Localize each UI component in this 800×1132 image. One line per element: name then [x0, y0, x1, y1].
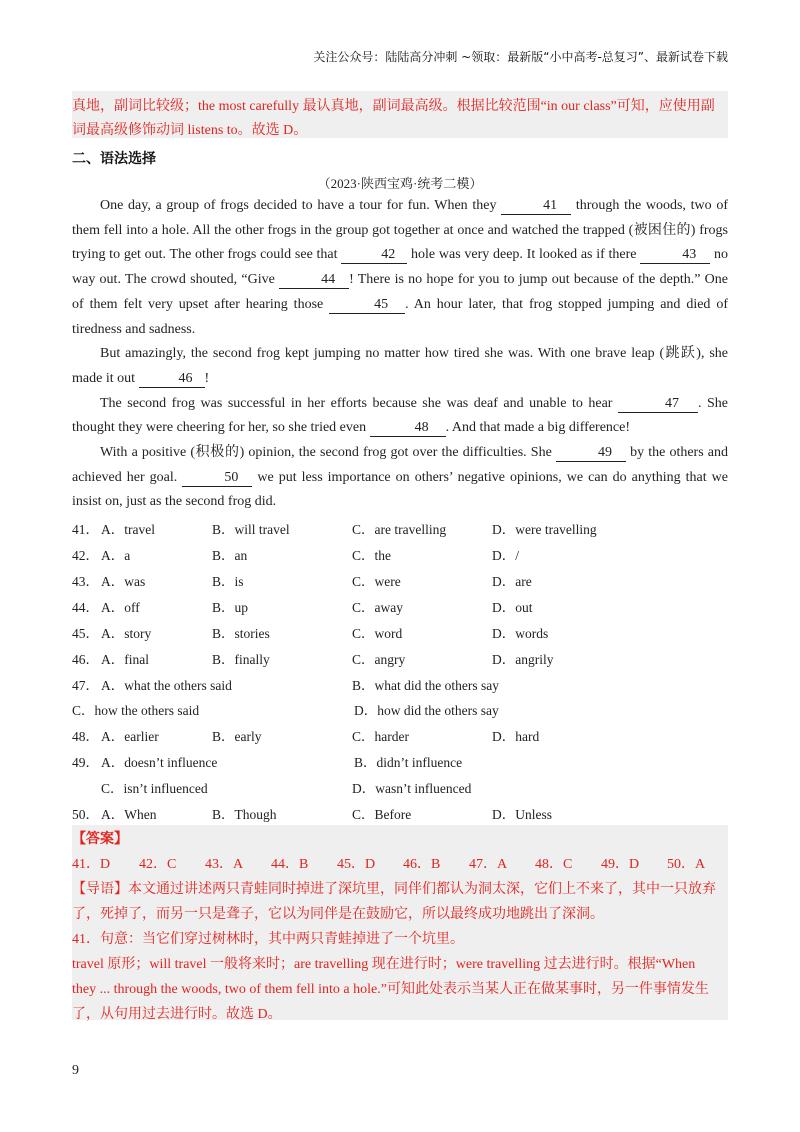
option-b: B．an [212, 548, 248, 563]
passage-paragraph-4: With a positive (积极的) opinion, the second frog got over the difficulties. She 49 by the others and achieved her goal. 50 we put less importance on others’ negative opinions, we can do anything that we insist on, just as the second frog did. [72, 445, 729, 510]
q41-explanation-line: travel 原形；will travel 一般将来时；are travelling 现在进行时；were travelling 过去进行时。根据“When [72, 957, 696, 972]
option-d: D．are [492, 574, 532, 589]
option-b: B．finally [212, 652, 270, 667]
option-a: A．story [101, 626, 152, 641]
option-d: D．angrily [492, 652, 554, 667]
blank-50: 50 [182, 470, 252, 487]
option-a: A．When [101, 807, 157, 822]
question-number: 48． [72, 729, 99, 744]
option-b: B．will travel [212, 522, 290, 537]
previous-explanation [72, 91, 728, 138]
option-c: C．the [352, 548, 391, 563]
option-d: D．out [492, 600, 533, 615]
passage-paragraph-3: The second frog was successful in her efforts because she was deaf and unable to hear 47 . She thought they were cheering for her, so she tried even 48 . And that made a big difference! [72, 395, 729, 436]
answer-item: 48．C [535, 857, 573, 872]
blank-41: 41 [501, 198, 571, 215]
answer-label: 【答案】 [72, 832, 128, 847]
answer-item: 45．D [337, 857, 376, 872]
blank-43: 43 [640, 247, 710, 264]
q41-meaning: 41．句意：当它们穿过树林时，其中两只青蛙掉进了一个坑里。 [72, 932, 464, 947]
blank-45: 45 [329, 297, 405, 314]
question-number: 44． [72, 600, 99, 615]
guide-line: 【导语】本文通过讲述两只青蛙同时掉进了深坑里，同伴们都认为洞太深，它们上不来了，其中一只放弃 [72, 882, 716, 897]
option-a: A．earlier [101, 729, 159, 744]
question-number: 41． [72, 522, 99, 537]
guide-line: 了，死掉了，而另一只是聋子，它以为同伴是在鼓励它，所以最终成功地跳出了深洞。 [72, 907, 604, 922]
option-c: C．how the others said [72, 703, 200, 718]
question-number: 45． [72, 626, 99, 641]
question-number: 46． [72, 652, 99, 667]
option-d: D．were travelling [492, 522, 597, 537]
page-header: 关注公众号：陆陆高分冲刺 ~领取：最新版“小中高考-总复习”、最新试卷下载 [313, 50, 728, 64]
option-a: A．what the others said [101, 678, 232, 693]
option-c: C．angry [352, 652, 406, 667]
option-a: A．final [101, 652, 149, 667]
option-d: D．how did the others say [354, 703, 499, 718]
question-number: 43． [72, 574, 99, 589]
question-number: 47． [72, 678, 99, 693]
passage-paragraph-1: One day, a group of frogs decided to have a tour for fun. When they 41 through the woods, two of them fell into a hole. All the other frogs in the group got together at once and watched the trapped (被困住的) frogs trying to get out. The other frogs could see that 42 hole was very deep. It looked as if there 43 no way out. The crowd shouted, “Give 44 ! There is no hope for you to jump out because of the depth.” One of them felt very upset after hearing those 45 . An hour later, that frog stopped jumping and died of tiredness and sadness. [72, 198, 728, 337]
blank-46: 46 [139, 371, 205, 388]
option-a: A．was [101, 574, 146, 589]
answer-item: 49．D [601, 857, 640, 872]
answer-item: 43．A [205, 857, 244, 872]
answer-item: 44．B [271, 857, 309, 872]
option-c: C．harder [352, 729, 409, 744]
question-source: （2023·陕西宝鸡·统考二模） [317, 176, 483, 191]
option-c: C．Before [352, 807, 412, 822]
option-b: B．early [212, 729, 262, 744]
page-number: 9 [72, 1063, 79, 1078]
option-d: D．words [492, 626, 549, 641]
option-b: B．is [212, 574, 244, 589]
blank-47: 47 [618, 396, 698, 413]
option-c: C．away [352, 600, 403, 615]
option-d: D．hard [492, 729, 540, 744]
question-number: 42． [72, 548, 99, 563]
option-d: D．Unless [492, 807, 552, 822]
question-number: 49． [72, 755, 99, 770]
option-b: B．didn’t influence [354, 755, 463, 770]
option-a: A．off [101, 600, 140, 615]
option-a: A．doesn’t influence [101, 755, 218, 770]
answer-section [72, 825, 728, 1020]
option-a: A．travel [101, 522, 155, 537]
blank-42: 42 [341, 247, 407, 264]
option-b: B．what did the others say [352, 678, 499, 693]
option-d: D．/ [492, 548, 519, 563]
answer-item: 46．B [403, 857, 441, 872]
explanation-line: 真地，副词比较级；the most carefully 最认真地，副词最高级。根据比较范围“in our class”可知，应使用副 [72, 99, 715, 114]
answer-item: 42．C [139, 857, 177, 872]
option-b: B．stories [212, 626, 270, 641]
option-b: B．Though [212, 807, 277, 822]
q41-explanation-line: they ... through the woods, two of them fell into a hole.”可知此处表示当某人正在做某事时，另一件事情发生 [72, 982, 709, 997]
blank-44: 44 [279, 272, 349, 289]
option-c: C．were [352, 574, 401, 589]
answer-item: 41．D [72, 857, 111, 872]
q41-explanation-line: 了，从句用过去进行时。故选 D。 [72, 1007, 282, 1022]
explanation-line: 词最高级修饰动词 listens to。故选 D。 [72, 123, 308, 138]
question-number: 50． [72, 807, 99, 822]
passage-paragraph-2: But amazingly, the second frog kept jumping no matter how tired she was. With one brave leap (跳跃), she made it out 46 ! [72, 346, 728, 386]
option-c: C．word [352, 626, 403, 641]
option-d: D．wasn’t influenced [352, 781, 472, 796]
blank-49: 49 [556, 445, 626, 462]
answer-item: 50．A [667, 857, 706, 872]
option-c: C．isn’t influenced [101, 781, 208, 796]
option-a: A．a [101, 548, 131, 563]
answer-item: 47．A [469, 857, 508, 872]
option-c: C．are travelling [352, 522, 447, 537]
option-b: B．up [212, 600, 249, 615]
blank-48: 48 [370, 420, 446, 437]
cloze-passage [72, 194, 728, 515]
section-title: 二、语法选择 [72, 151, 156, 167]
